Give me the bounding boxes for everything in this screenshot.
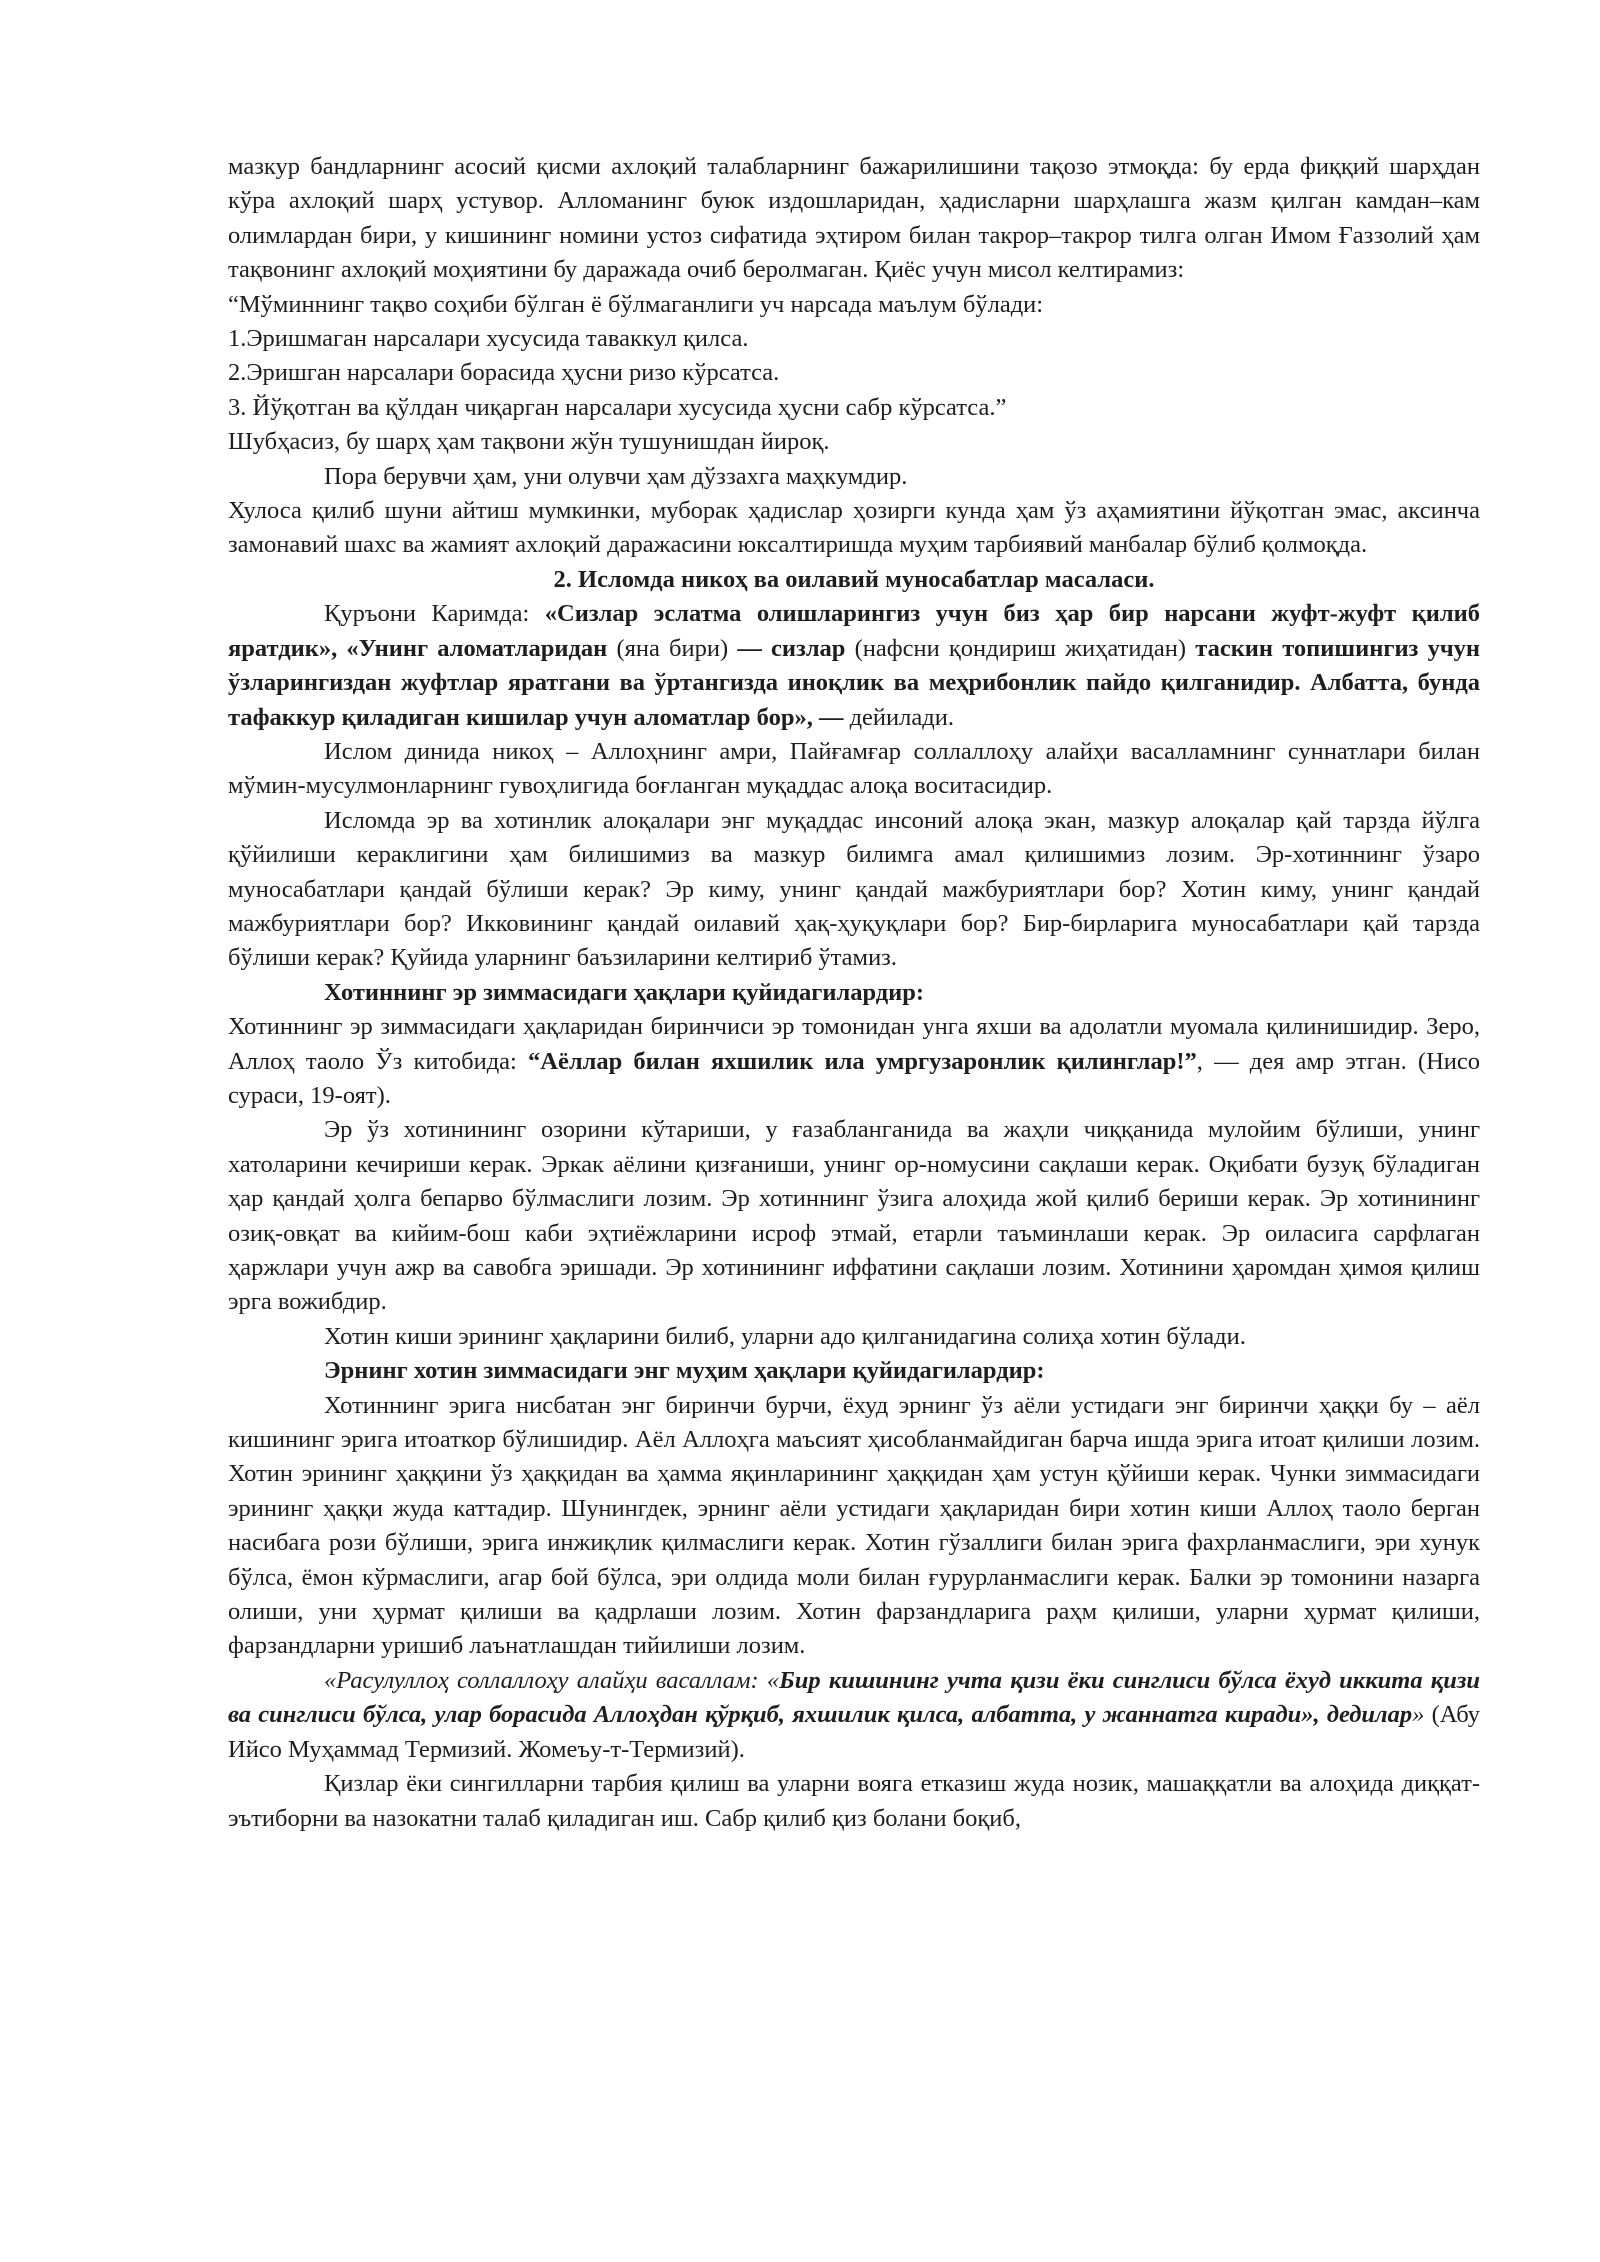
quote-intro: “Мўминнинг тақво соҳиби бўлган ё бўлмаганлиги уч нарсада маълум бўлади: xyxy=(228,290,1044,318)
document-page xyxy=(228,150,1480,1836)
paragraph-daughters: Қизлар ёки сингилларни тарбия қилиш ва уларни вояга етказиш жуда нозик, машаққатли ва алоҳида диққат-эътиборни ва назокатни талаб қиладиган иш. Сабр қилиб қиз болани боқиб, xyxy=(228,1770,1480,1832)
list-item-2: 2.Эришган нарсалари борасида ҳусни ризо кўрсатса. xyxy=(228,359,780,387)
hadith-source: (Абу Ийсо Муҳаммад Термизий. Жомеъу-т-Термизий). xyxy=(228,1701,1481,1763)
subheading-husband-rights: Эрнинг хотин зиммасидаги энг муҳим ҳақлари қуйидагилардир: xyxy=(324,1357,1045,1385)
quran-quote-3: таскин топишингиз учун ўзларингиздан жуфтлар яратгани ва ўртангизда иноқлик ва меҳрибонлик пайдо қилганидир. Албатта, бунда тафаккур қиладиган кишилар учун аломатлар бор», — xyxy=(228,634,1480,731)
list-item-3: 3. Йўқотган ва қўлдан чиқарган нарсалари хусусида ҳусни сабр кўрсатса.” xyxy=(228,393,1007,421)
quran-intro: Қуръони Каримда: xyxy=(324,600,545,628)
quran-quote-2: — сизлар xyxy=(737,634,846,662)
list-item-1: 1.Эришмаган нарсалари хусусида таваккул қилса. xyxy=(228,325,749,353)
quran-aside-1: (яна бири) xyxy=(607,634,738,662)
paragraph-bribe: Пора берувчи ҳам, уни олувчи ҳам дўззахга маҳкумдир. xyxy=(324,462,908,490)
section-heading: 2. Исломда никоҳ ва оилавий муносабатлар масаласи. xyxy=(553,565,1155,593)
paragraph-quran xyxy=(228,597,1480,735)
wife-rights-source: , — дея амр этган. (Нисо сураси, 19-оят). xyxy=(228,1047,1480,1109)
paragraph-summary: Хулоса қилиб шуни айтиш мумкинки, муборак ҳадислар ҳозирги кунда ҳам ўз аҳамиятини йўқотган эмас, аксинча замонавий шахс ва жамият ахлоқий даражасини юксалтиришда муҳим тарбиявий манбалар бўлиб қолмоқда. xyxy=(228,497,1480,559)
paragraph-hadith xyxy=(228,1664,1480,1767)
wife-rights-text: Хотиннинг эр зиммасидаги ҳақларидан биринчиси эр томонидан унга яхши ва адолатли муомала қилинишидир. Зеро, Аллоҳ таоло Ўз китобида: xyxy=(228,1013,1480,1075)
quran-aside-2: (нафсни қондириш жиҳатидан) xyxy=(845,634,1196,662)
hadith-close: » xyxy=(1412,1701,1425,1729)
paragraph-conclusion-note: Шубҳасиз, бу шарҳ ҳам тақвони жўн тушунишдан йироқ. xyxy=(228,428,830,456)
subheading-wife-rights: Хотиннинг эр зиммасидаги ҳақлари қуйидагилардир: xyxy=(324,978,925,1006)
paragraph-wife-duties: Хотиннинг эрига нисбатан энг биринчи бурчи, ёхуд эрнинг ўз аёли устидаги энг биринчи ҳаққи бу – аёл кишининг эрига итоаткор бўлишидир. Аёл Аллоҳга маъсият ҳисобланмайдиган барча ишда эрига итоат қилиши лозим. Хотин эрининг ҳаққини ўз ҳаққидан ва ҳамма яқинларининг ҳаққидан ҳам устун қўйиши керак. Чунки зиммасидаги эрининг ҳаққи жуда каттадир. Шунингдек, эрнинг аёли устидаги ҳақларидан бири хотин киши Аллоҳ таоло берган насибага рози бўлиши, эрига инжиқлик қилмаслиги керак. Хотин гўзаллиги билан эрига фахрланмаслиги, эри хунук бўлса, ёмон кўрмаслиги, агар бой бўлса, эри олдида моли билан ғурурланмаслиги керак. Балки эр томонини назарга олиши, уни ҳурмат қилиши ва қадрлаши лозим. Хотин фарзандларига раҳм қилиши, уларни ҳурмат қилиши, фарзандларни уришиб лаънатлашдан тийилиши лозим. xyxy=(228,1391,1480,1660)
quran-outro: дейилади. xyxy=(843,703,954,731)
hadith-quote: Бир кишининг учта қизи ёки синглиси бўлса ёхуд иккита қизи ва синглиси бўлса, улар борасида Аллоҳдан қўрқиб, яхшилик қилса, албатта, у жаннатга киради», дедилар xyxy=(228,1666,1481,1729)
hadith-intro: «Расулуллоҳ соллаллоҳу алайҳи васаллам: « xyxy=(324,1666,780,1694)
paragraph-1: мазкур бандларнинг асосий қисми ахлоқий талабларнинг бажарилишини тақозо этмоқда: бу ерда фиққий шарҳдан кўра ахлоқий шарҳ устувор. Алломанинг буюк издошларидан, ҳадисларни шарҳлашга жазм қилган камдан–кам олимлардан бири, у кишининг номини устоз сифатида эҳтиром билан такрор–такрор тилга олган Имом Ғаззолий ҳам тақвонинг ахлоқий моҳиятини бу даражада очиб беролмаган. Қиёс учун мисол келтирамиз: xyxy=(228,153,1480,284)
paragraph-good-wife: Хотин киши эрининг ҳақларини билиб, уларни адо қилганидагина солиҳа хотин бўлади. xyxy=(324,1322,1246,1350)
wife-rights-quote: “Аёллар билан яхшилик ила умргузаронлик қилинглар!” xyxy=(528,1047,1197,1075)
paragraph-husband-duties: Эр ўз хотинининг озорини кўтариши, у ғазабланганида ва жаҳли чиққанида мулойим бўлиши, унинг хатоларини кечириши керак. Эркак аёлини қизғаниши, унинг ор-номусини сақлаши керак. Оқибати бузуқ бўладиган ҳар қандай ҳолга бепарво бўлмаслиги лозим. Эр хотиннинг ўзига алоҳида жой қилиб бериши керак. Эр хотинининг озиқ-овқат ва кийим-бош каби эҳтиёжларини исроф этмай, етарли таъминлаши керак. Эр оиласига сарфлаган ҳаржлари учун ажр ва савобга эришади. Эр хотинининг иффатини сақлаши лозим. Хотинини ҳаромдан ҳимоя қилиш эрга вожибдир. xyxy=(228,1116,1480,1316)
paragraph-wife-rights xyxy=(228,1010,1480,1113)
quran-quote-1: «Сизлар эслатма олишларингиз учун биз ҳар бир нарсани жуфт-жуфт қилиб яратдик», «Унинг аломатларидан xyxy=(228,600,1481,662)
paragraph-nikah: Ислом динида никоҳ – Аллоҳнинг амри, Пайғамғар соллаллоҳу алайҳи васалламнинг суннатлари билан мўмин-мусулмонларнинг гувоҳлигида боғланган муқаддас алоқа воситасидир. xyxy=(228,737,1480,800)
paragraph-relations: Исломда эр ва хотинлик алоқалари энг муқаддас инсоний алоқа экан, мазкур алоқалар қай тарзда йўлга қўйилиши кераклигини ҳам билишимиз ва мазкур билимга амал қилишимиз лозим. Эр-хотиннинг ўзаро муносабатлари қандай бўлиши керак? Эр киму, унинг қандай мажбуриятлари бор? Хотин киму, унинг қандай мажбуриятлари бор? Икковининг қандай оилавий ҳақ-ҳуқуқлари бор? Бир-бирларига муносабатлари қай тарзда бўлиши керак? Қуйида уларнинг баъзиларини келтириб ўтамиз. xyxy=(228,806,1480,972)
